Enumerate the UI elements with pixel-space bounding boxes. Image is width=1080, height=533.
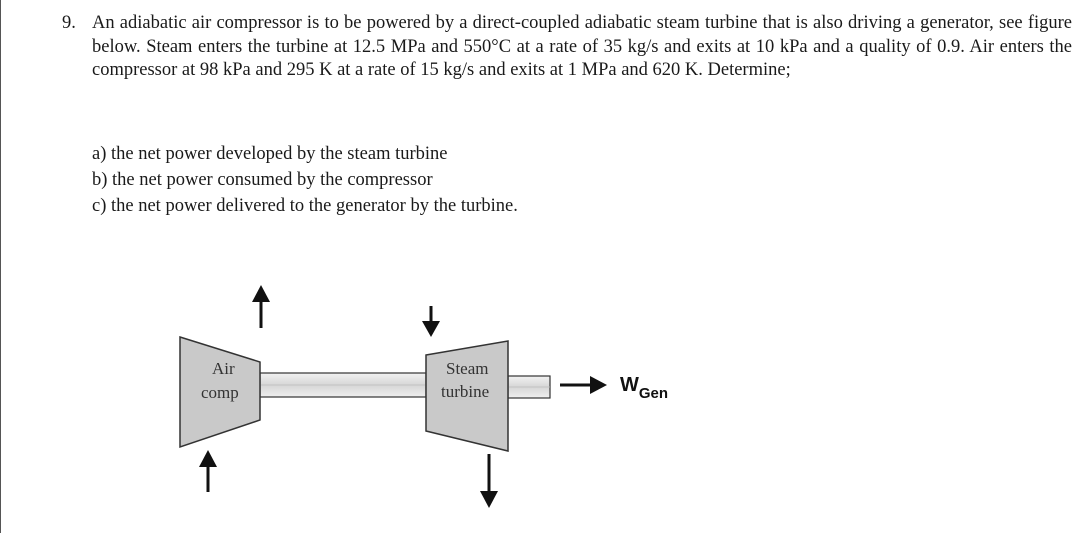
part-c: c) the net power delivered to the generator by the turbine. (92, 196, 518, 216)
work-output-arrow-icon (560, 376, 607, 394)
part-b: b) the net power consumed by the compressor (92, 170, 433, 190)
air-inlet-arrow-icon (199, 450, 217, 492)
work-symbol: W (620, 374, 639, 396)
part-a: a) the net power developed by the steam turbine (92, 144, 448, 164)
problem-number: 9. (62, 13, 76, 33)
work-subscript: Gen (638, 385, 669, 402)
steam-outlet-arrow-icon (480, 454, 498, 508)
turbine-label-line2: turbine (441, 382, 490, 401)
turbine-label-line1: Steam (446, 359, 489, 378)
compressor-label-line1: Air (212, 359, 235, 378)
work-generator-label (620, 374, 668, 402)
steam-inlet-arrow-icon (422, 306, 440, 337)
compressor-label-line2: comp (201, 383, 239, 402)
air-outlet-arrow-icon (252, 285, 270, 328)
problem-text: An adiabatic air compressor is to be powered by a direct-coupled adiabatic steam turbine that is also driving a generator, see figure below. Steam enters the turbine at 12.5 MPa and 550°C at a rate of 35 kg/s and exits at 10 kPa and a quality of 0.9. Air enters the compressor at 98 kPa and 295 K at a rate of 15 kg/s and exits at 1 MPa and 620 K. Determine; (92, 13, 1072, 80)
